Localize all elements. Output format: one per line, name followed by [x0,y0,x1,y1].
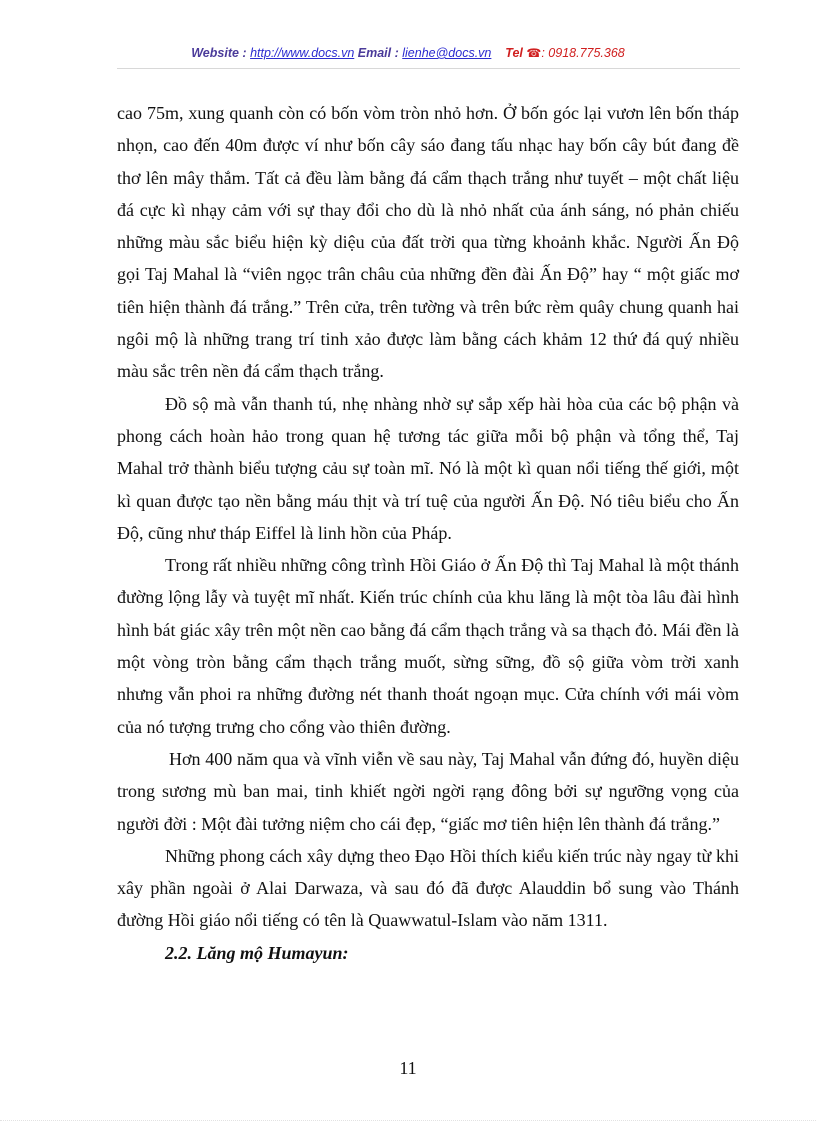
website-label: Website : [191,46,247,60]
document-body [117,97,739,969]
header-divider [117,68,740,69]
phone-number: : 0918.775.368 [541,46,625,60]
paragraph-taj-mahal-symbol: Đồ sộ mà vẫn thanh tú, nhẹ nhàng nhờ sự sắp xếp hài hòa của các bộ phận và phong cách hoàn hảo trong quan hệ tương tác giữa mỗi bộ phận và tổng thể, Taj Mahal trở thành biểu tượng cảu sự toàn mĩ. Nó là một kì quan nổi tiếng thế giới, một kì quan được tạo nền bằng máu thịt và trí tuệ của người Ấn Độ. Nó tiêu biểu cho Ấn Độ, cũng như tháp Eiffel là linh hồn của Pháp. [117,393,739,543]
paragraph-islamic-architecture: Trong rất nhiều những công trình Hồi Giáo ở Ấn Độ thì Taj Mahal là một thánh đường lộng lẫy và tuyệt mĩ nhất. Kiến trúc chính của khu lăng là một tòa lâu đài hình hình bát giác xây trên một nền cao bằng đá cẩm thạch trắng và sa thạch đỏ. Mái đền là một vòng tròn bằng cẩm thạch trắng muốt, sừng sững, đồ sộ giữa vòm trời xanh nhưng vẫn phoi ra những đường nét thanh thoát ngoạn mục. Cửa chính với mái vòm của nó tượng trưng cho cổng vào thiên đường. [117,555,739,737]
paragraph-building-style: Những phong cách xây dựng theo Đạo Hồi thích kiểu kiến trúc này ngay từ khi xây phần ngoài ở Alai Darwaza, và sau đó đã được Alauddin bổ sung vào Thánh đường Hồi giáo nổi tiếng có tên là Quawwatul-Islam vào năm 1311. [117,845,739,931]
paragraph-400-years: Hơn 400 năm qua và vĩnh viễn về sau này, Taj Mahal vẫn đứng đó, huyền diệu trong sương mù ban mai, tinh khiết ngời ngời rạng đông bởi sự ngưỡng vọng của người đời : Một đài tưởng niệm cho cái đẹp, “giấc mơ tiên hiện lên thành đá trắng.” [117,748,739,834]
footer-divider [0,1120,816,1121]
website-link[interactable]: http://www.docs.vn [250,46,355,60]
email-label: Email : [357,46,399,60]
page-header [0,46,816,60]
tel-label: Tel [505,46,523,60]
paragraph-taj-mahal-description: cao 75m, xung quanh còn có bốn vòm tròn nhỏ hơn. Ở bốn góc lại vươn lên bốn tháp nhọn, cao đến 40m được ví như bốn cây sáo đang tấu nhạc hay bốn cây bút đang đề thơ lên mây thắm. Tất cả đều làm bằng đá cẩm thạch trắng như tuyết – một chất liệu đá cực kì nhạy cảm với sự thay đổi cho dù là nhỏ nhất của ánh sáng, nó phản chiếu những màu sắc biểu hiện kỳ diệu của đất trời qua từng khoảnh khắc. Người Ấn Độ gọi Taj Mahal là “viên ngọc trân châu của những đền đài Ấn Độ” hay “ một giấc mơ tiên hiện thành đá trắng.” Trên cửa, trên tường và trên bức rèm quây chung quanh hai ngôi mộ là những trang trí tinh xảo được làm bằng cách khảm 12 thứ đá quý nhiều màu sắc trên nền đá cẩm thạch trắng. [117,103,739,382]
email-link[interactable]: lienhe@docs.vn [402,46,492,60]
page-number: 11 [399,1058,417,1078]
telephone-icon: ☎ [526,46,542,60]
section-heading: 2.2. Lăng mộ Humayun: [165,942,349,963]
